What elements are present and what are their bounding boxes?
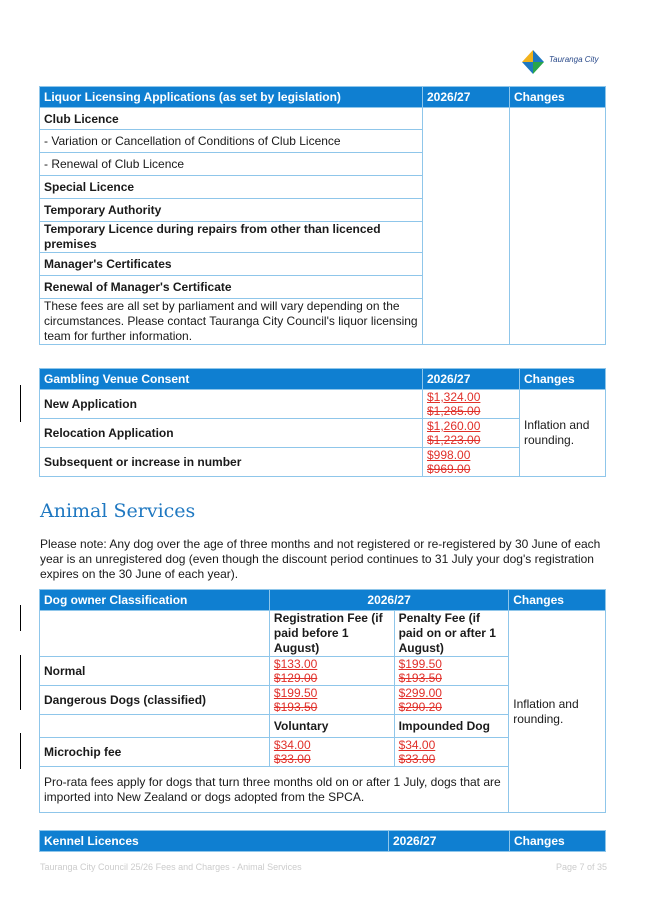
gambling-header-changes: Changes [520,369,606,390]
gambling-header-year: 2026/27 [423,369,520,390]
liquor-row: - Renewal of Club Licence [40,153,423,176]
dog-empty-cell [40,611,270,657]
dog-classification-table [39,589,606,813]
footer-page-number: Page 7 of 35 [555,862,607,872]
dog-fee [394,657,509,686]
fee-new: $998.00 [427,448,471,462]
dog-row-label: Normal [40,657,270,686]
liquor-row: Temporary Licence during repairs from other than licenced premises [40,222,423,253]
gambling-row-label: New Application [40,390,423,419]
fee-new: $133.00 [273,657,318,671]
liquor-row: - Variation or Cancellation of Conditions of Club Licence [40,130,423,153]
dog-fee [394,686,509,715]
animal-note: Please note: Any dog over the age of three months and not registered or re-registered by 30 June of each year is an unregistered dog (even though the discount period continues to 31 July your dog's registration expires on the 30 June of each year). [40,537,601,581]
gambling-row-fee [423,419,520,448]
dog-fee [269,686,394,715]
fee-old: $1,223.00 [427,433,481,447]
liquor-year-cell [423,108,510,345]
logo-text: Tauranga City [549,55,599,64]
liquor-row: Special Licence [40,176,423,199]
fee-old: $129.00 [273,671,318,685]
dog-fee [269,738,394,767]
gambling-venue-table [39,368,606,477]
dog-row-label: Microchip fee [40,738,270,767]
fee-old: $1,285.00 [427,404,481,418]
penalty-fee-header: Penalty Fee (if paid on or after 1 August) [394,611,509,657]
fee-new: $199.50 [273,686,318,700]
dog-fee [269,657,394,686]
fee-old: $290.20 [398,700,442,714]
kennel-licences-table [39,830,606,852]
liquor-licensing-table [39,86,606,345]
kennel-header-year: 2026/27 [389,831,510,852]
dog-header-year: 2026/27 [269,590,508,611]
fee-old: $33.00 [398,752,436,766]
fee-old: $193.50 [273,700,318,714]
footer-title: Tauranga City Council 25/26 Fees and Charges - Animal Services [40,862,302,872]
registration-fee-header: Registration Fee (if paid before 1 August) [269,611,394,657]
fee-old: $33.00 [273,752,311,766]
liquor-row: Club Licence [40,108,423,130]
gambling-row-fee [423,448,520,477]
liquor-header-year: 2026/27 [423,87,510,108]
liquor-note: These fees are all set by parliament and will vary depending on the circumstances. Please contact Tauranga City Council's liquor licensing team for further information. [40,299,423,345]
gambling-row-label: Relocation Application [40,419,423,448]
liquor-header-title: Liquor Licensing Applications (as set by legislation) [40,87,423,108]
fee-new: $299.00 [398,686,442,700]
dog-empty-cell [40,715,270,738]
dog-change-note: Inflation and rounding. [509,611,606,813]
dog-row-label: Dangerous Dogs (classified) [40,686,270,715]
section-heading: Animal Services [40,500,196,522]
dog-header-changes: Changes [509,590,606,611]
change-bar [20,605,21,631]
kennel-header-changes: Changes [510,831,606,852]
liquor-header-changes: Changes [510,87,606,108]
fee-new: $1,260.00 [427,419,481,433]
liquor-row: Manager's Certificates [40,253,423,276]
dog-fee [394,738,509,767]
liquor-changes-cell [510,108,606,345]
voluntary-header: Voluntary [269,715,394,738]
change-bar [20,655,21,710]
fee-new: $199.50 [398,657,442,671]
gambling-change-note: Inflation and rounding. [520,390,606,477]
change-bar [20,733,21,769]
fee-old: $969.00 [427,462,471,476]
liquor-row: Temporary Authority [40,199,423,222]
prorata-note: Pro-rata fees apply for dogs that turn three months old on or after 1 July, dogs that are imported into New Zealand or dogs adopted from the SPCA. [40,767,509,813]
dog-header-title: Dog owner Classification [40,590,270,611]
fee-new: $34.00 [398,738,436,752]
fee-old: $193.50 [398,671,442,685]
gambling-row-label: Subsequent or increase in number [40,448,423,477]
gambling-header-title: Gambling Venue Consent [40,369,423,390]
impounded-header: Impounded Dog [394,715,509,738]
fee-new: $1,324.00 [427,390,481,404]
fee-new: $34.00 [273,738,311,752]
gambling-row-fee [423,390,520,419]
change-bar [20,385,21,422]
liquor-row: Renewal of Manager's Certificate [40,276,423,299]
kennel-header-title: Kennel Licences [40,831,389,852]
